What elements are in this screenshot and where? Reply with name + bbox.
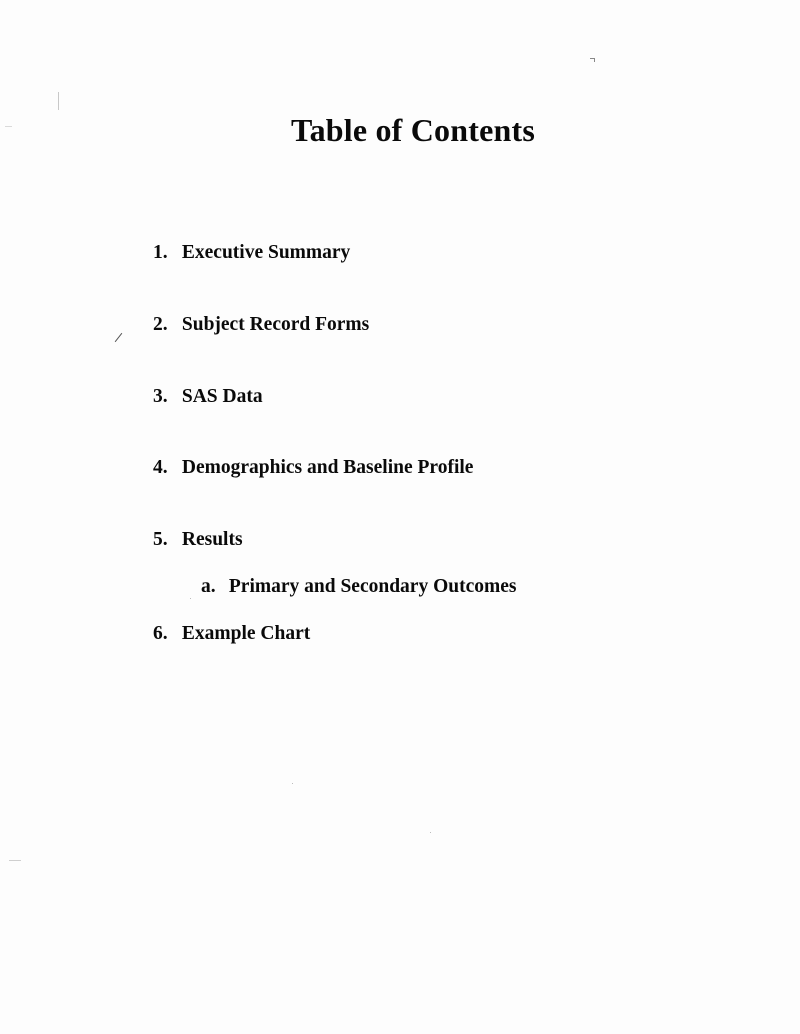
scan-speck — [430, 832, 431, 833]
toc-item-demographics — [153, 457, 473, 479]
toc-item-label: SAS Data — [181, 386, 263, 407]
toc-item-sas-data — [153, 386, 263, 408]
toc-item-label: Subject Record Forms — [181, 314, 370, 335]
toc-item-label: Example Chart — [181, 623, 311, 644]
toc-item-label: Results — [181, 529, 243, 550]
toc-item-number: 4. — [153, 457, 168, 478]
toc-item-subject-record-forms — [153, 314, 369, 336]
toc-item-number: 5. — [153, 529, 168, 550]
toc-item-example-chart — [153, 623, 310, 645]
toc-item-label: Demographics and Baseline Profile — [181, 457, 474, 478]
toc-subitem-primary-secondary-outcomes — [201, 576, 516, 598]
toc-item-label: Primary and Secondary Outcomes — [228, 576, 517, 597]
toc-item-number: 3. — [153, 386, 168, 407]
toc-item-number: 1. — [153, 242, 168, 263]
pen-mark — [115, 333, 123, 342]
toc-item-number: 2. — [153, 314, 168, 335]
scan-artifact — [590, 58, 595, 62]
toc-item-number: a. — [201, 576, 216, 597]
toc-item-label: Executive Summary — [181, 242, 351, 263]
toc-item-executive-summary — [153, 242, 350, 264]
toc-item-results — [153, 529, 243, 551]
scan-speck — [292, 783, 293, 784]
page-title: Table of Contents — [290, 112, 536, 148]
toc-item-number: 6. — [153, 623, 168, 644]
scan-artifact — [58, 92, 59, 110]
scan-speck — [190, 598, 191, 599]
scan-artifact — [9, 860, 21, 861]
